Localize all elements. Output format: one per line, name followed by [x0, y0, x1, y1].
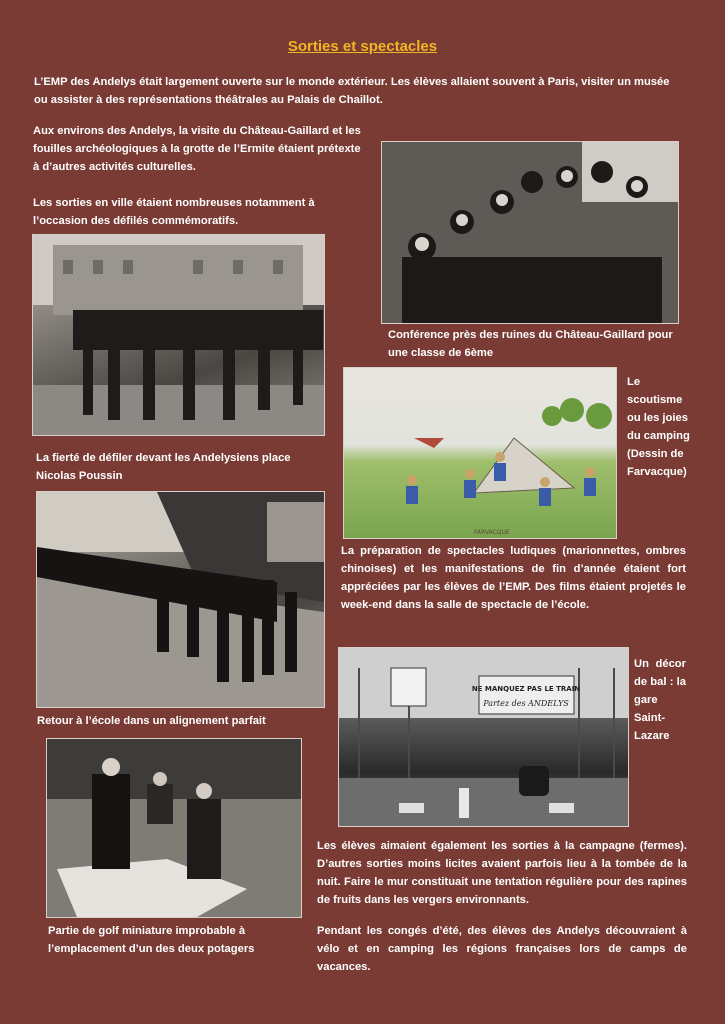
- marching-photo: [36, 491, 325, 708]
- scouting-drawing: [343, 367, 617, 539]
- station-sign-text-2: Partez des ANDELYS: [483, 699, 569, 708]
- caption-golf: Partie de golf miniature improbable à l’emplacement d’un des deux potagers: [48, 925, 255, 955]
- caption-retour: Retour à l’école dans un alignement parfait: [37, 715, 266, 727]
- caption-scoutisme: Le scoutisme ou les joies du camping (Dessin de Farvacque): [627, 376, 690, 478]
- page-title: Sorties et spectacles: [287, 38, 438, 55]
- spectacles-paragraph: La préparation de spectacles ludiques (marionnettes, ombres chinoises) et les manifestations de fin d’année étaient fort appréciées par les élèves de l’EMP. Des films étaient projetés le week-end dans la salle de spectacle de l’école.: [341, 545, 686, 611]
- caption-defile: La fierté de défiler devant les Andelysiens place Nicolas Poussin: [36, 452, 291, 482]
- station-photo: [338, 647, 629, 827]
- chateau-paragraph: Aux environs des Andelys, la visite du Château-Gaillard et les fouilles archéologiques à la grotte de l’Ermite étaient prétexte à d’autres activités culturelles.: [33, 125, 361, 173]
- golf-photo: [46, 738, 302, 918]
- conges-paragraph: Pendant les congés d’été, des élèves des Andelys découvraient à vélo et en camping les régions françaises lors de camps de vacances.: [317, 925, 687, 973]
- intro-paragraph: L’EMP des Andelys était largement ouverte sur le monde extérieur. Les élèves allaient souvent à Paris, visiter un musée ou assister à des représentations théâtrales au Palais de Chaillot.: [34, 76, 670, 106]
- drawing-signature: FARVACQUE: [474, 529, 510, 536]
- station-sign-text: NE MANQUEZ PAS LE TRAIN: [471, 685, 581, 693]
- caption-decor: Un décor de bal : la gare Saint-Lazare: [634, 658, 686, 742]
- sorties-ville-paragraph: Les sorties en ville étaient nombreuses notamment à l’occasion des défilés commémoratifs.: [33, 197, 315, 227]
- campagne-paragraph: Les élèves aimaient également les sorties à la campagne (fermes). D’autres sorties moins licites avaient parfois lieu à la tombée de la nuit. Faire le mur constituait une tentation régulière pour des rapines de fruits dans les vergers environnants.: [317, 840, 687, 906]
- caption-conference: Conférence près des ruines du Château-Gaillard pour une classe de 6ème: [388, 329, 673, 359]
- conference-photo: [381, 141, 679, 324]
- parade-photo: [32, 234, 325, 436]
